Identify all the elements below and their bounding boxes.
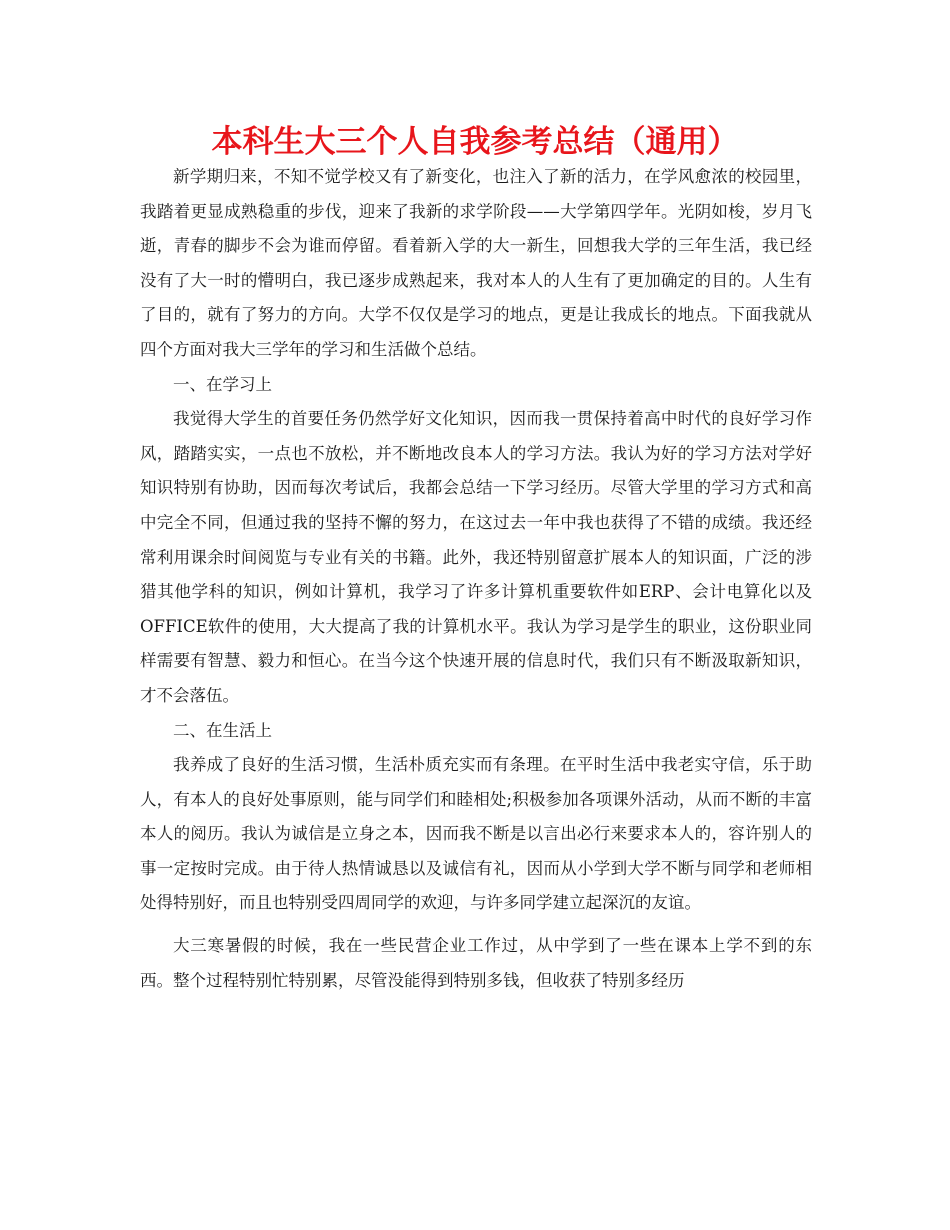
section-heading-life: 二、在生活上 (173, 720, 272, 740)
document-title: 本科生大三个人自我参考总结（通用） (211, 124, 739, 160)
document-body (140, 160, 812, 998)
section-heading-study: 一、在学习上 (173, 374, 272, 394)
paragraph-intro: 新学期归来，不知不觉学校又有了新变化，也注入了新的活力，在学风愈浓的校园里，我踏着更显成熟稳重的步伐，迎来了我新的求学阶段——大学第四学年。光阴如梭，岁月飞逝，青春的脚步不会为谁而停留。看着新入学的大一新生，回想我大学的三年生活，我已经没有了大一时的懵明白，我已逐步成熟起来，我对本人的人生有了更加确定的目的。人生有了目的，就有了努力的方向。大学不仅仅是学习的地点，更是让我成长的地点。下面我就从四个方面对我大三学年的学习和生活做个总结。 (140, 167, 812, 359)
paragraph-study: 我觉得大学生的首要任务仍然学好文化知识，因而我一贯保持着高中时代的良好学习作风，踏踏实实，一点也不放松，并不断地改良本人的学习方法。我认为好的学习方法对学好知识特别有协助，因而每次考试后，我都会总结一下学习经历。尽管大学里的学习方式和高中完全不同，但通过我的坚持不懈的努力，在这过去一年中我也获得了不错的成绩。我还经常利用课余时间阅览与专业有关的书籍。此外，我还特别留意扩展本人的知识面，广泛的涉猎其他学科的知识，例如计算机，我学习了许多计算机重要软件如ERP、会计电算化以及OFFICE软件的使用，大大提高了我的计算机水平。我认为学习是学生的职业，这份职业同样需要有智慧、毅力和恒心。在当今这个快速开展的信息时代，我们只有不断汲取新知识，才不会落伍。 (140, 409, 812, 705)
paragraph-vacation: 大三寒暑假的时候，我在一些民营企业工作过，从中学到了一些在课本上学不到的东西。整个过程特别忙特别累，尽管没能得到特别多钱，但收获了特别多经历 (140, 936, 812, 990)
paragraph-life: 我养成了良好的生活习惯，生活朴质充实而有条理。在平时生活中我老实守信，乐于助人，有本人的良好处事原则，能与同学们和睦相处;积极参加各项课外活动，从而不断的丰富本人的阅历。我认为诚信是立身之本，因而我不断是以言出必行来要求本人的，容许别人的事一定按时完成。由于待人热情诚恳以及诚信有礼，因而从小学到大学不断与同学和老师相处得特别好，而且也特别受四周同学的欢迎，与许多同学建立起深沉的友谊。 (140, 755, 812, 913)
